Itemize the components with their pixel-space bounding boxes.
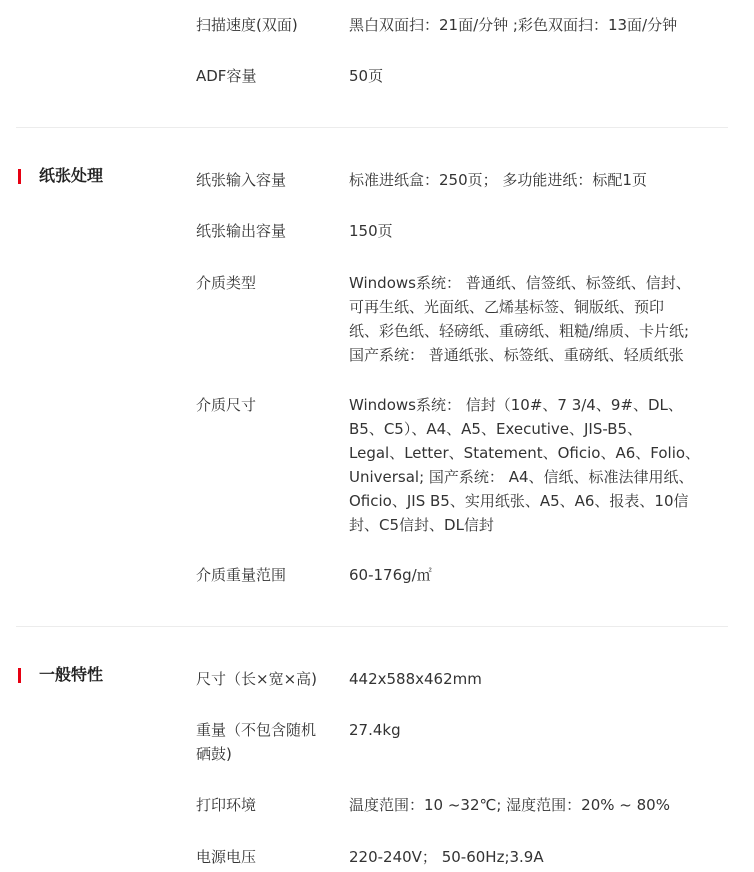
spec-value: 150页 — [349, 222, 393, 240]
spec-label-multiline — [196, 718, 336, 766]
section-accent-bar — [18, 169, 21, 184]
spec-label: 纸张输出容量 — [196, 222, 287, 240]
spec-value-line: 可再生纸、光面纸、乙烯基标签、铜版纸、预印 — [349, 298, 665, 316]
section-accent-bar — [18, 668, 21, 683]
spec-label-line: 重量（不包含随机 — [196, 721, 317, 739]
spec-value: 27.4kg — [349, 721, 401, 739]
spec-value-line: 封、C5信封、DL信封 — [349, 516, 494, 534]
spec-label: ADF容量 — [196, 67, 257, 85]
spec-label: 纸张输入容量 — [196, 171, 287, 189]
section-divider — [16, 626, 728, 627]
spec-value: 60-176g/㎡ — [349, 566, 432, 584]
spec-label: 介质尺寸 — [196, 396, 257, 414]
section-title: 一般特性 — [39, 665, 104, 684]
spec-value-line: Windows系统： 普通纸、信签纸、标签纸、信封、 — [349, 274, 691, 292]
spec-value-multiline — [349, 271, 729, 367]
spec-value-line: Legal、Letter、Statement、Oficio、A6、Folio、 — [349, 444, 701, 462]
spec-value-multiline — [349, 393, 729, 537]
spec-label: 介质重量范围 — [196, 566, 287, 584]
spec-value-line: 纸、彩色纸、轻磅纸、重磅纸、粗糙/绵质、卡片纸; — [349, 322, 690, 340]
spec-value: 442x588x462mm — [349, 670, 482, 688]
spec-label-line: 硒鼓) — [196, 745, 232, 763]
spec-value: 黑白双面扫：21面/分钟 ;彩色双面扫：13面/分钟 — [349, 16, 678, 34]
spec-label: 介质类型 — [196, 274, 257, 292]
spec-label: 尺寸（长×宽×高) — [196, 670, 317, 688]
spec-value-line: Universal; 国产系统： A4、信纸、标准法律用纸、 — [349, 468, 694, 486]
section-title: 纸张处理 — [39, 166, 104, 185]
spec-value-line: Windows系统： 信封（10#、7 3/4、9#、DL、 — [349, 396, 683, 414]
spec-value: 50页 — [349, 67, 384, 85]
spec-value-line: 国产系统： 普通纸张、标签纸、重磅纸、轻质纸张 — [349, 346, 684, 364]
spec-value: 标准进纸盒：250页； 多功能进纸：标配1页 — [349, 171, 647, 189]
spec-value-line: Oficio、JIS B5、实用纸张、A5、A6、报表、10信 — [349, 492, 689, 510]
spec-label: 扫描速度(双面) — [196, 16, 298, 34]
spec-value: 220-240V； 50-60Hz;3.9A — [349, 848, 544, 866]
section-divider — [16, 127, 728, 128]
spec-value-line: B5、C5）、A4、A5、Executive、JIS-B5、 — [349, 420, 643, 438]
spec-value: 温度范围：10 ~32℃; 湿度范围：20% ~ 80% — [349, 796, 670, 814]
spec-label: 打印环境 — [196, 796, 257, 814]
spec-label: 电源电压 — [196, 848, 257, 866]
